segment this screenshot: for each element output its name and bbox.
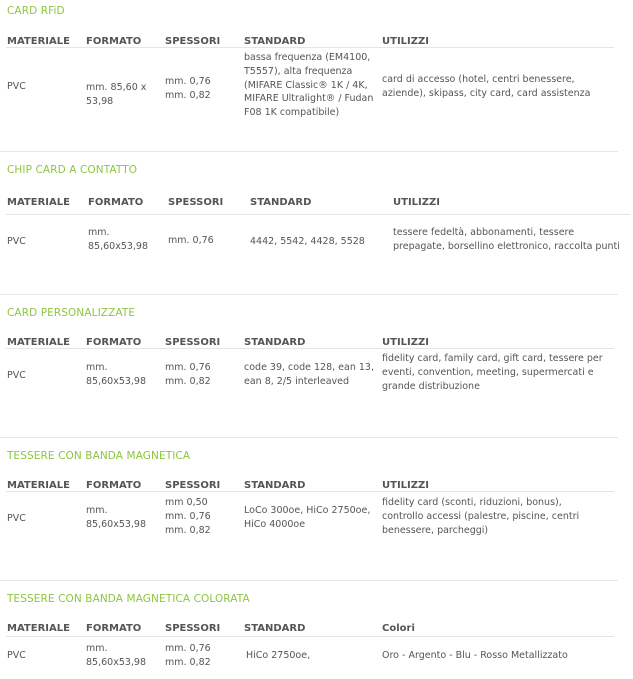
column-header-materiale: MATERIALE: [7, 197, 70, 208]
cell-utilizzi: grande distribuzione: [382, 380, 480, 392]
column-header-materiale: MATERIALE: [7, 36, 70, 47]
cell-formato: mm.: [88, 227, 110, 238]
cell-standard: T5557), alta frequenza: [244, 65, 353, 77]
cell-materiale: PVC: [7, 81, 26, 92]
column-header-materiale: MATERIALE: [7, 623, 70, 634]
column-header-spessori: SPESSORI: [168, 197, 224, 208]
column-header-materiale: MATERIALE: [7, 480, 70, 491]
cell-materiale: PVC: [7, 370, 26, 381]
section-divider: [0, 580, 618, 581]
cell-formato: 85,60x53,98: [86, 656, 147, 668]
column-header-standard: STANDARD: [244, 36, 306, 47]
cell-standard: code 39, code 128, ean 13,: [244, 362, 374, 373]
cell-materiale: PVC: [7, 650, 26, 661]
cell-formato: mm. 85,60 x: [86, 82, 147, 93]
cell-utilizzi: card di accesso (hotel, centri benessere,: [382, 74, 575, 85]
cell-standard: (MIFARE Classic® 1K / 4K,: [244, 79, 368, 91]
column-header-utilizzi: UTILIZZI: [382, 337, 429, 348]
cell-utilizzi: fidelity card, family card, gift card, tessere per: [382, 353, 603, 364]
column-header-spessori: SPESSORI: [165, 623, 221, 634]
cell-spessori: mm. 0,82: [165, 524, 211, 536]
cell-formato: 85,60x53,98: [86, 375, 147, 387]
cell-standard: LoCo 300oe, HiCo 2750oe,: [244, 505, 371, 516]
cell-standard: ean 8, 2/5 interleaved: [244, 375, 350, 387]
cell-spessori: mm 0,50: [165, 497, 208, 508]
column-header-formato: FORMATO: [86, 36, 142, 47]
column-header-spessori: SPESSORI: [165, 480, 221, 491]
cell-spessori: mm. 0,82: [165, 656, 211, 668]
cell-spessori: mm. 0,82: [165, 89, 211, 101]
cell-formato: mm.: [86, 643, 108, 654]
cell-utilizzi: eventi, convention, meeting, supermercati e: [382, 366, 594, 378]
section-title: TESSERE CON BANDA MAGNETICA: [7, 450, 191, 462]
column-header-spessori: SPESSORI: [165, 36, 221, 47]
column-header-formato: FORMATO: [88, 197, 144, 208]
section-divider: [0, 294, 618, 295]
cell-materiale: PVC: [7, 513, 26, 524]
column-header-utilizzi: UTILIZZI: [382, 36, 429, 47]
cell-standard: HiCo 4000oe: [244, 518, 306, 530]
cell-standard: bassa frequenza (EM4100,: [244, 52, 371, 63]
section-title: CARD RFiD: [7, 5, 65, 17]
cell-formato: 85,60x53,98: [88, 240, 149, 252]
cell-formato: mm.: [86, 362, 108, 373]
cell-utilizzi: Oro - Argento - Blu - Rosso Metallizzato: [382, 650, 568, 661]
header-rule: [6, 491, 614, 492]
column-header-standard: STANDARD: [244, 480, 306, 491]
section-divider: [0, 151, 618, 152]
column-header-standard: STANDARD: [244, 337, 306, 348]
cell-spessori: mm. 0,76: [165, 76, 211, 87]
cell-standard: MIFARE Ultralight® / Fudan: [244, 93, 374, 105]
cell-materiale: PVC: [7, 236, 26, 247]
column-header-standard: STANDARD: [250, 197, 312, 208]
cell-utilizzi: fidelity card (sconti, riduzioni, bonus),: [382, 497, 562, 508]
section-title: CHIP CARD A CONTATTO: [7, 164, 138, 176]
column-header-standard: STANDARD: [244, 623, 306, 634]
section-divider: [0, 437, 618, 438]
column-header-materiale: MATERIALE: [7, 337, 70, 348]
cell-spessori: mm. 0,76: [165, 510, 211, 522]
cell-formato: 53,98: [86, 95, 114, 107]
section-title: CARD PERSONALIZZATE: [7, 307, 136, 319]
cell-formato: mm.: [86, 505, 108, 516]
column-header-formato: FORMATO: [86, 480, 142, 491]
cell-formato: 85,60x53,98: [86, 518, 147, 530]
header-rule: [6, 47, 614, 48]
cell-standard: 4442, 5542, 4428, 5528: [250, 236, 365, 247]
cell-spessori: mm. 0,76: [165, 362, 211, 373]
cell-utilizzi: aziende), skipass, city card, card assistenza: [382, 87, 591, 99]
column-header-spessori: SPESSORI: [165, 337, 221, 348]
column-header-utilizzi: Colori: [382, 623, 415, 634]
cell-standard: F08 1K compatibile): [244, 107, 340, 119]
header-rule: [6, 348, 614, 349]
column-header-utilizzi: UTILIZZI: [393, 197, 440, 208]
column-header-formato: FORMATO: [86, 337, 142, 348]
cell-utilizzi: benessere, parcheggi): [382, 524, 489, 536]
cell-standard: HiCo 2750oe,: [246, 650, 311, 661]
header-rule: [6, 636, 614, 637]
cell-utilizzi: tessere fedeltà, abbonamenti, tessere: [393, 227, 575, 238]
column-header-utilizzi: UTILIZZI: [382, 480, 429, 491]
cell-spessori: mm. 0,76: [165, 643, 211, 654]
cell-utilizzi: controllo accessi (palestre, piscine, centri: [382, 510, 580, 522]
cell-utilizzi: prepagate, borsellino elettronico, raccolta punti: [393, 240, 620, 252]
cell-spessori: mm. 0,82: [165, 375, 211, 387]
cell-spessori: mm. 0,76: [168, 235, 214, 246]
section-title: TESSERE CON BANDA MAGNETICA COLORATA: [7, 593, 250, 605]
column-header-formato: FORMATO: [86, 623, 142, 634]
header-rule: [6, 214, 630, 215]
